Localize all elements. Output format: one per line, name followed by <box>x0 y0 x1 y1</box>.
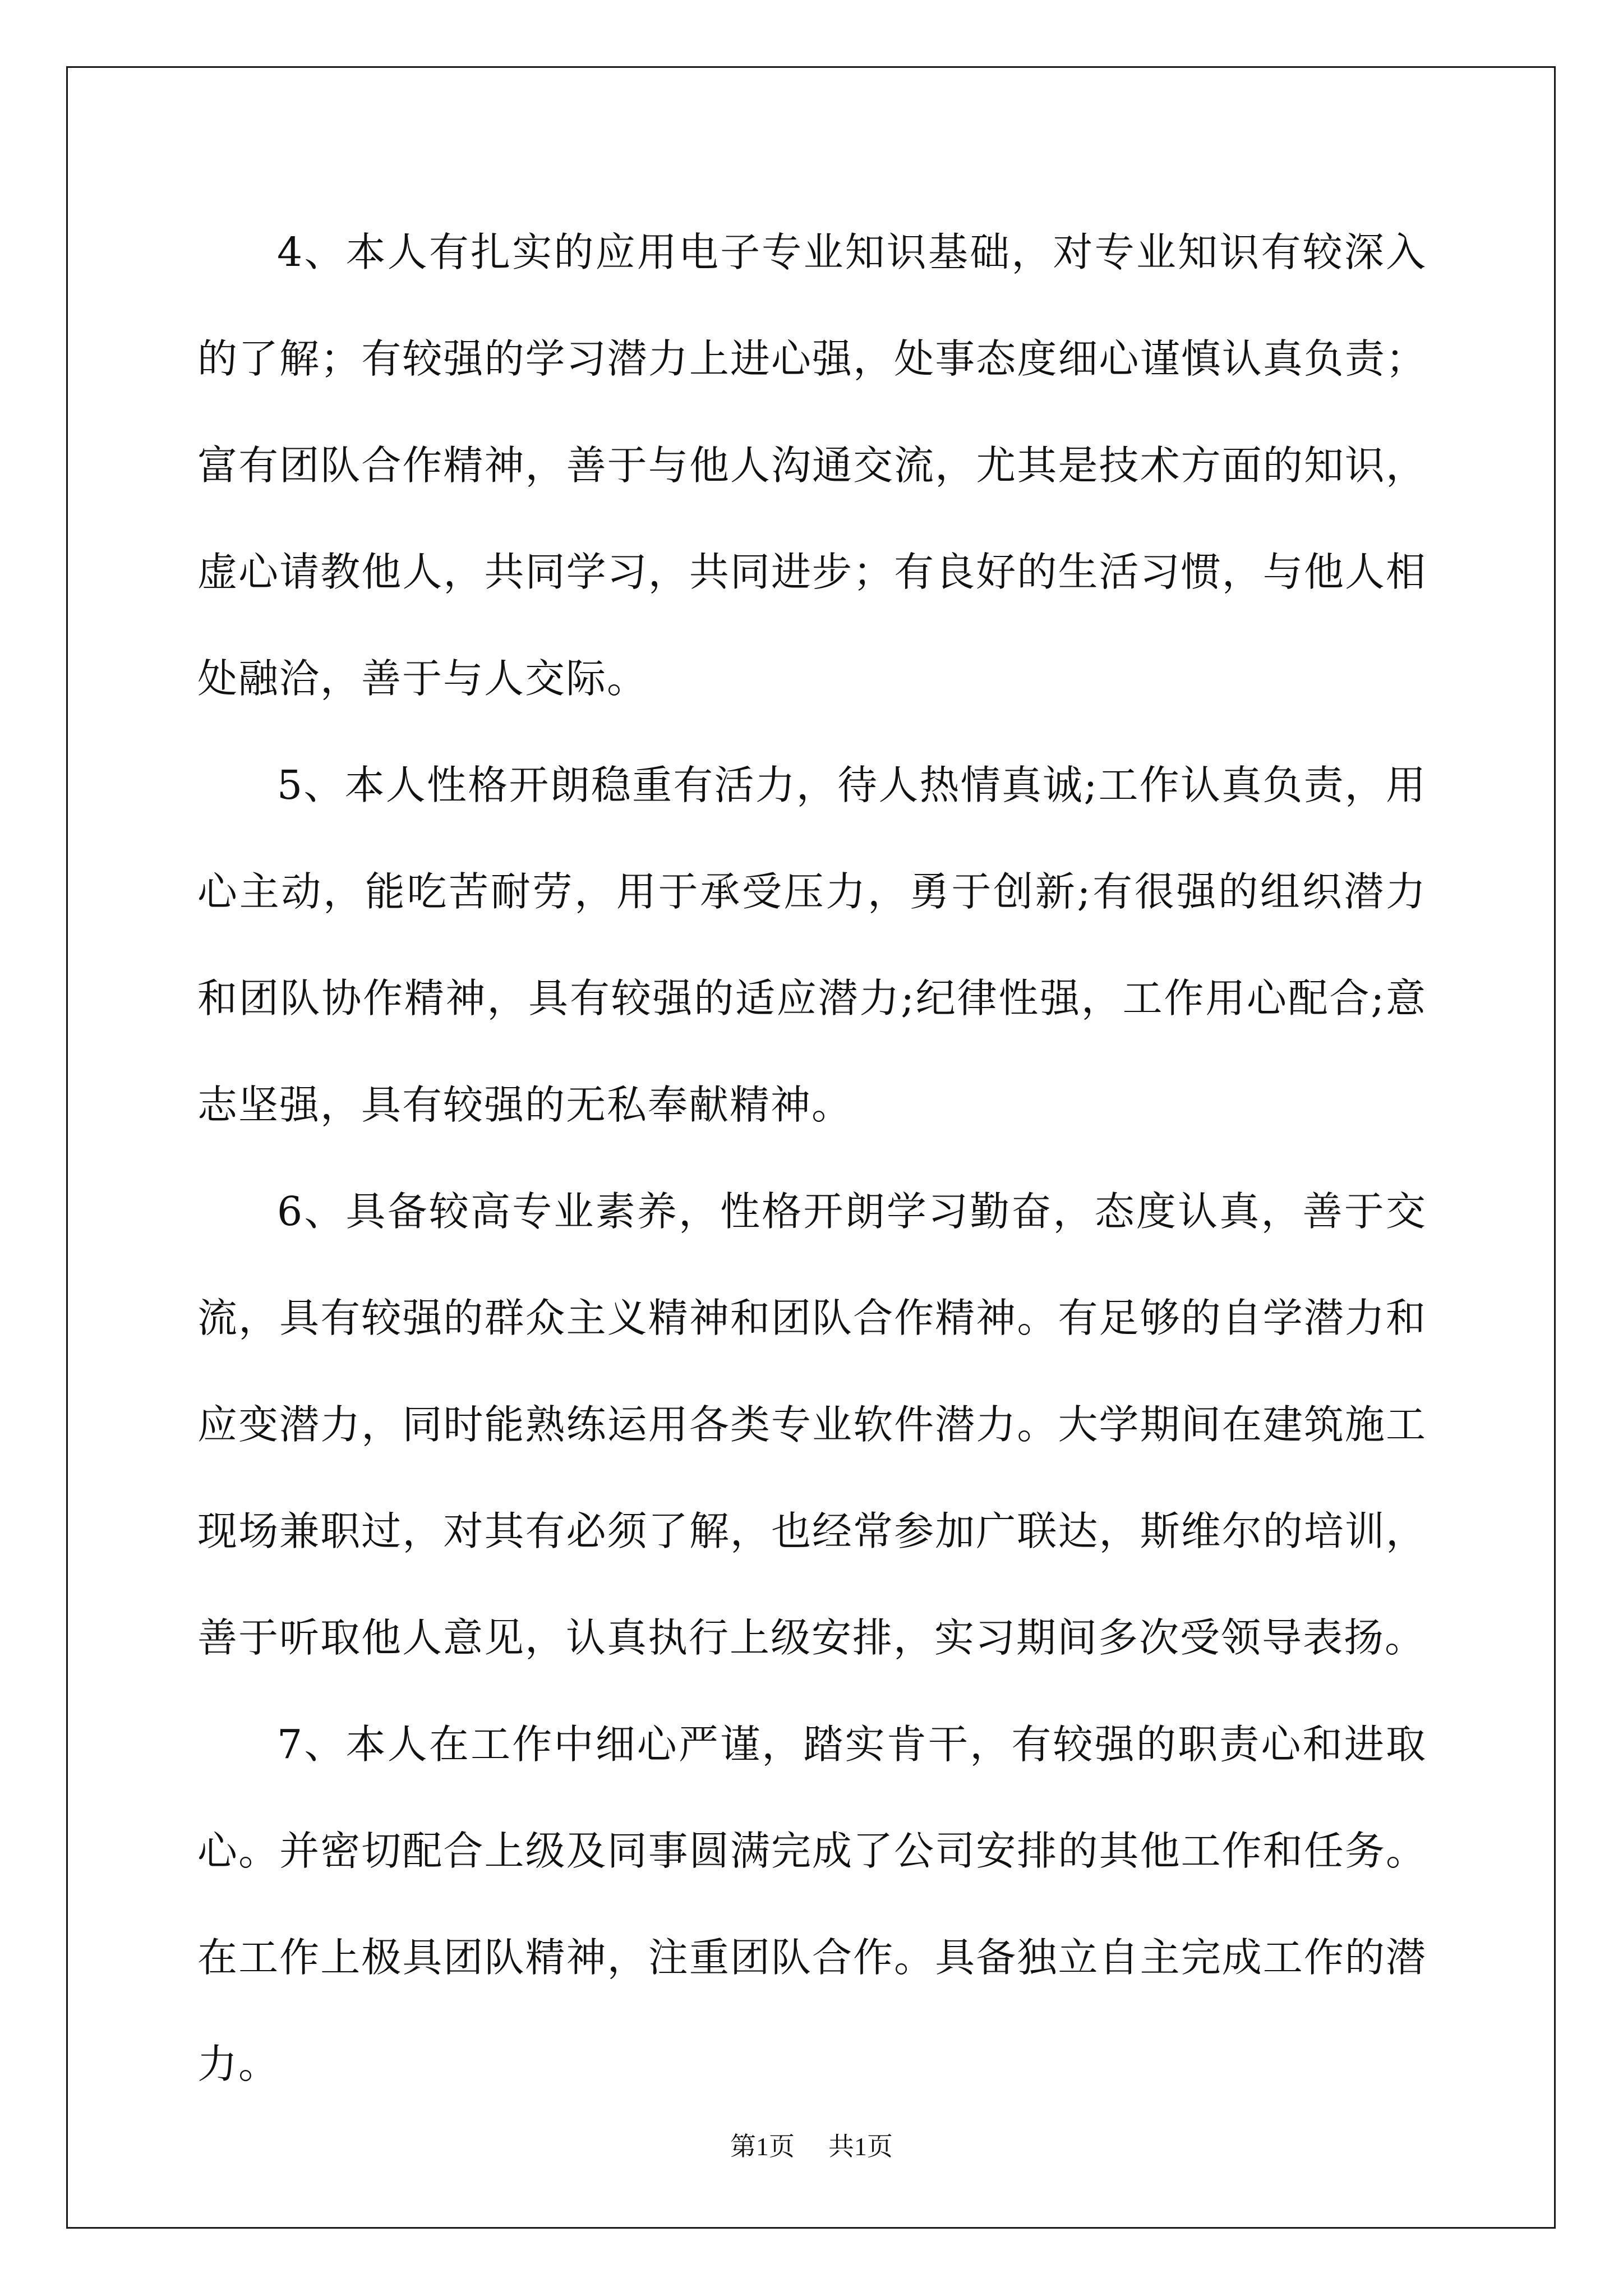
paragraph-5: 5、本人性格开朗稳重有活力，待人热情真诚;工作认真负责，用心主动，能吃苦耐劳，用于承受压力，勇于创新;有很强的组织潜力和团队协作精神，具有较强的适应潜力;纪律性强，工作用心配合;意志坚强，具有较强的无私奉献精神。 <box>197 762 1427 1128</box>
document-body <box>197 199 1427 2118</box>
paragraph-6: 6、具备较高专业素养，性格开朗学习勤奋，态度认真，善于交流，具有较强的群众主义精神和团队合作精神。有足够的自学潜力和应变潜力，同时能熟练运用各类专业软件潜力。大学期间在建筑施工现场兼职过，对其有必须了解，也经常参加广联达，斯维尔的培训，善于听取他人意见，认真执行上级安排，实习期间多次受领导表扬。 <box>197 1188 1427 1661</box>
page-number: 第1页 <box>730 2132 795 2161</box>
paragraph-7: 7、本人在工作中细心严谨，踏实肯干，有较强的职责心和进取心。并密切配合上级及同事圆满完成了公司安排的其他工作和任务。在工作上极具团队精神，注重团队合作。具备独立自主完成工作的潜力。 <box>197 1721 1427 2087</box>
paragraph-4: 4、本人有扎实的应用电子专业知识基础，对专业知识有较深入的了解；有较强的学习潜力上进心强，处事态度细心谨慎认真负责；富有团队合作精神，善于与他人沟通交流，尤其是技术方面的知识，虚心请教他人，共同学习，共同进步；有良好的生活习惯，与他人相处融洽，善于与人交际。 <box>197 229 1427 702</box>
page-footer <box>0 2126 1623 2163</box>
page-total: 共1页 <box>828 2132 893 2161</box>
